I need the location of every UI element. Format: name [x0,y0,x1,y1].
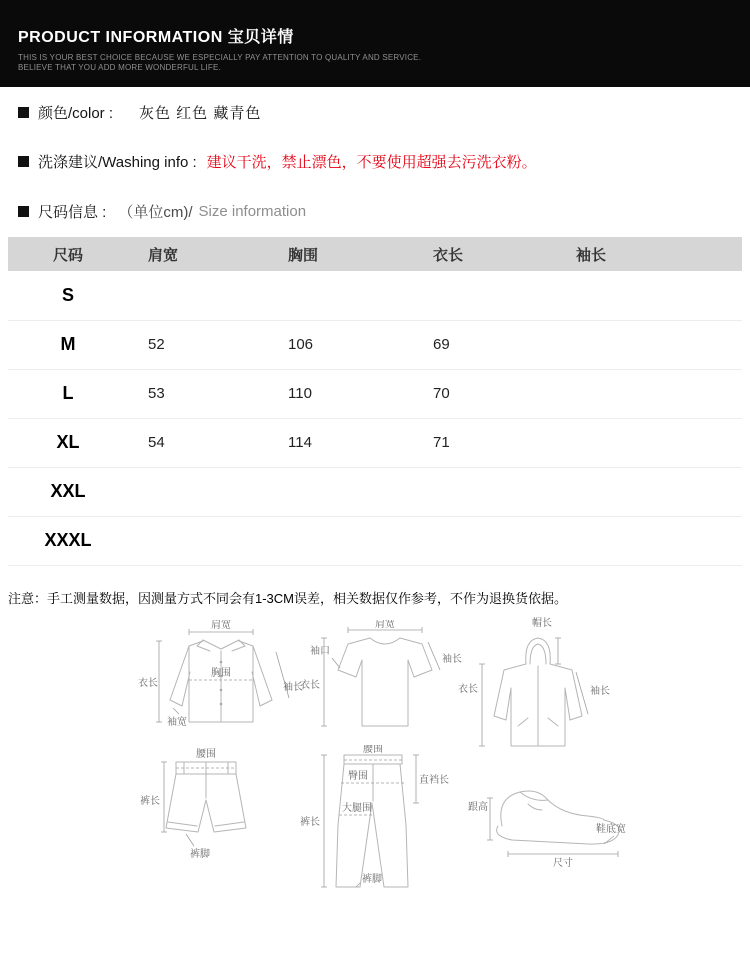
tshirt-sleeve-length-label: 袖长 [442,654,462,665]
shirt-length-label: 衣长 [138,678,158,689]
hoodie-hood-length-label: 帽长 [532,618,552,629]
table-row [8,418,742,467]
size-cell: XXXL [8,516,128,565]
column-header-length: 衣长 [433,246,464,264]
square-bullet-icon [18,206,29,217]
shorts-waist-label: 腰围 [196,749,216,760]
pants-hip-label: 臀围 [348,771,368,782]
value-cell [413,467,556,516]
size-cell: XXL [8,467,128,516]
header [0,0,750,87]
measurement-note: 注意：手工测量数据，因测量方式不同会有1-3CM误差，相关数据仅作参考，不作为退换货依据。 [8,591,568,606]
value-cell: 70 [413,369,556,418]
value-cell [268,271,413,320]
size-cell: XL [8,418,128,467]
size-cell: M [8,320,128,369]
value-cell: 69 [413,320,556,369]
size-cell: L [8,369,128,418]
size-info-row [18,201,306,222]
tshirt-shoulder-label: 肩宽 [375,620,395,630]
value-cell: 52 [128,320,268,369]
value-cell [268,516,413,565]
shoe-sole-width-label: 鞋底宽 [596,824,626,835]
page-title: PRODUCT INFORMATION 宝贝详情 [18,29,294,46]
value-cell: 71 [413,418,556,467]
hoodie-sleeve-length-label: 袖长 [590,686,610,697]
size-cell: S [8,271,128,320]
value-cell [556,418,742,467]
value-cell: 110 [268,369,413,418]
color-label: 颜色/color : [38,105,114,122]
pants-length-label: 裤长 [300,817,320,828]
value-cell: 114 [268,418,413,467]
column-header-size: 尺码 [52,246,83,264]
value-cell [128,516,268,565]
shoe-size-label: 尺寸 [553,858,573,867]
shoe-diagram [468,752,633,867]
value-cell [413,271,556,320]
size-label-en: Size information [198,203,307,220]
value-cell [556,320,742,369]
table-row [8,271,742,320]
table-row [8,467,742,516]
shirt-diagram [137,620,305,742]
pants-rise-label: 直裆长 [419,775,449,786]
pants-measure-lines [321,755,419,887]
value-cell: 53 [128,369,268,418]
size-unit-label: （单位cm)/ [118,204,193,221]
shoe-outline [497,791,620,844]
pants-thigh-label: 大腿围 [342,803,372,814]
table-row [8,369,742,418]
hoodie-diagram [458,614,618,754]
column-header-sleeve: 袖长 [576,246,607,264]
value-cell: 54 [128,418,268,467]
shorts-outline [166,762,246,832]
hoodie-measure-lines [479,638,588,746]
size-table [8,237,742,566]
tshirt-measure-lines [321,627,440,726]
column-header-chest: 胸围 [288,246,319,264]
square-bullet-icon [18,156,29,167]
shorts-hem-label: 裤脚 [190,849,210,860]
shirt-sleeve-width-label: 袖宽 [167,717,187,728]
value-cell [413,516,556,565]
washing-warning-text: 建议干洗，禁止漂色，不要使用超强去污洗衣粉。 [206,154,537,171]
color-info-row [18,102,261,123]
size-table-header-row [8,237,742,271]
hoodie-length-label: 衣长 [458,684,478,695]
tshirt-outline [338,638,432,726]
shirt-chest-label: 胸围 [211,668,231,679]
value-cell [556,516,742,565]
value-cell [556,271,742,320]
table-row [8,516,742,565]
washing-info-row [18,151,537,172]
shorts-length-label: 裤长 [140,796,160,807]
value-cell [268,467,413,516]
shirt-outline [170,640,272,722]
shirt-sleeve-length-label: 袖长 [283,682,303,693]
hoodie-outline [494,638,582,746]
pants-outline [336,755,408,887]
value-cell: 106 [268,320,413,369]
pants-waist-label: 腰围 [363,745,383,755]
value-cell [128,467,268,516]
value-cell [128,271,268,320]
shorts-diagram [140,748,272,870]
shirt-shoulder-label: 肩宽 [211,620,231,631]
tshirt-cuff-label: 袖口 [310,646,330,657]
washing-label: 洗涤建议/Washing info : [38,154,197,171]
size-label: 尺码信息 : [38,204,107,221]
pants-diagram [300,745,450,895]
header-subtitle-line2: BELIEVE THAT YOU ADD MORE WONDERFUL LIFE. [18,63,221,72]
shoe-heel-height-label: 跟高 [468,802,488,813]
pants-hem-label: 裤脚 [362,874,382,885]
color-value: 灰色 红色 藏青色 [139,105,262,122]
tshirt-length-label: 衣长 [300,680,320,691]
tshirt-diagram [298,620,468,742]
value-cell [556,369,742,418]
square-bullet-icon [18,107,29,118]
column-header-shoulder: 肩宽 [148,246,179,264]
value-cell [556,467,742,516]
shorts-measure-lines [161,762,236,846]
header-subtitle-line1: THIS IS YOUR BEST CHOICE BECAUSE WE ESPECIALLY PAY ATTENTION TO QUALITY AND SERVICE. [18,53,422,62]
table-row [8,320,742,369]
